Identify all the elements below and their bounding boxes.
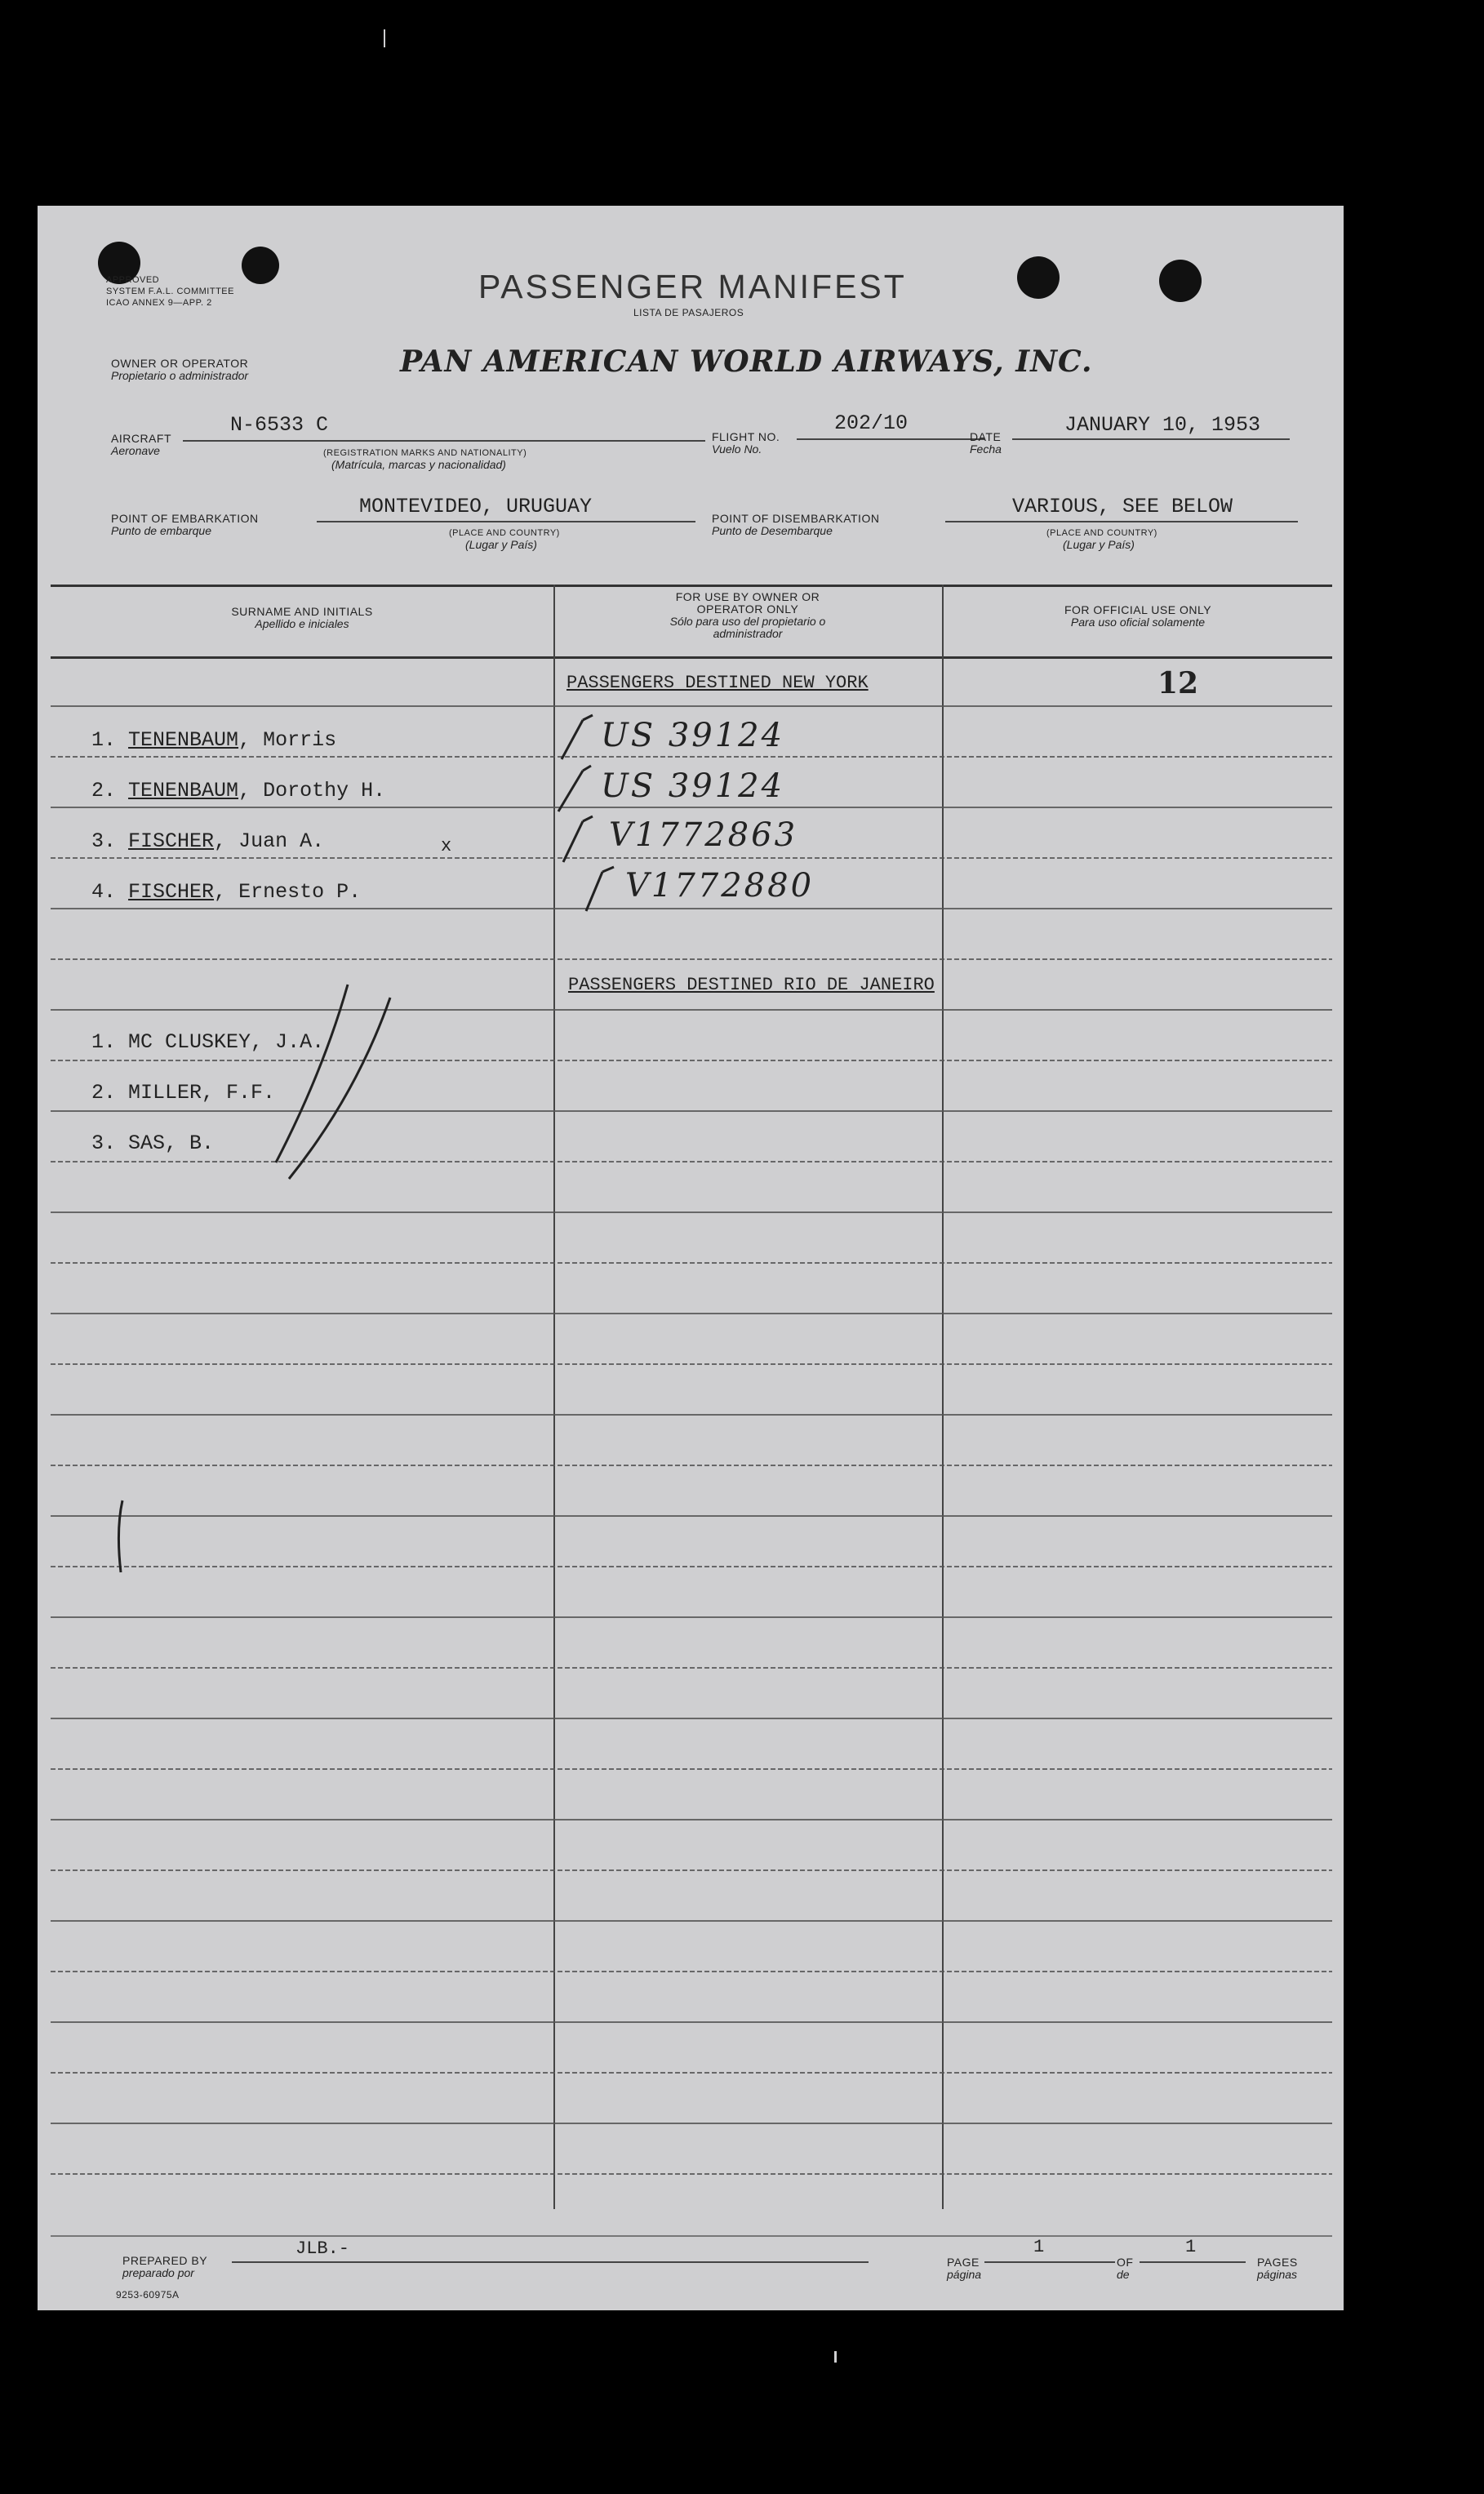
embark-value: MONTEVIDEO, URUGUAY	[359, 495, 593, 518]
check-marks	[544, 712, 642, 924]
passenger-row	[91, 829, 324, 853]
pen-stroke	[276, 985, 348, 1163]
table-rule	[51, 1465, 1332, 1466]
table-rule	[51, 807, 1332, 808]
owner-label: OWNER OR OPERATOR	[111, 357, 249, 370]
owner-label-es: Propietario o administrador	[111, 369, 249, 382]
passenger-surname: TENENBAUM	[128, 779, 239, 802]
flight-value: 202/10	[834, 411, 909, 435]
margin-tick	[384, 29, 385, 47]
embark-place-caption-es: (Lugar y País)	[465, 538, 537, 551]
aircraft-label-es: Aeronave	[111, 444, 160, 457]
registration-caption: (REGISTRATION MARKS AND NATIONALITY)	[323, 448, 527, 458]
flight-label: FLIGHT NO.	[712, 430, 780, 443]
embark-place-caption: (PLACE AND COUNTRY)	[449, 528, 560, 538]
table-rule	[51, 2021, 1332, 2023]
passport-annotation: US 39124	[601, 717, 785, 754]
prepared-label: PREPARED BY	[122, 2254, 208, 2267]
of-label: OF	[1117, 2256, 1134, 2269]
passenger-surname: FISCHER	[128, 829, 215, 853]
page-label: PAGE	[947, 2256, 980, 2269]
prepared-label-es: preparado por	[122, 2266, 194, 2279]
passenger-row	[91, 728, 336, 752]
col2-header-label-es: Sólo para uso del propietario o administrador	[669, 615, 826, 640]
passenger-surname: TENENBAUM	[128, 728, 239, 752]
date-label-es: Fecha	[970, 442, 1002, 456]
passport-annotation: US 39124	[601, 767, 785, 805]
passenger-row	[91, 880, 361, 904]
check-mark-icon	[563, 816, 593, 862]
pages-label: PAGES	[1257, 2256, 1298, 2269]
passenger-name: MILLER, F.F.	[128, 1081, 276, 1105]
form-info	[106, 274, 335, 309]
table-rule	[51, 857, 1332, 859]
footer-rule	[51, 2235, 1332, 2237]
table-rule	[51, 1667, 1332, 1669]
page-underline	[984, 2261, 1115, 2263]
table-rule	[51, 1211, 1332, 1213]
table-rule	[51, 705, 1332, 707]
passenger-given-name: , Morris	[238, 728, 337, 752]
form-info-line: ICAO ANNEX 9—APP. 2	[106, 298, 212, 308]
date-underline	[1012, 438, 1290, 440]
table-rule	[51, 1313, 1332, 1314]
table-rule	[51, 1819, 1332, 1820]
passenger-number: 1.	[91, 728, 117, 752]
table-rule	[51, 1363, 1332, 1365]
passenger-name: MC CLUSKEY, J.A.	[128, 1030, 325, 1054]
flight-underline	[797, 438, 984, 440]
passenger-surname: FISCHER	[128, 880, 215, 904]
embark-underline	[317, 521, 695, 522]
embark-label-es: Punto de embarque	[111, 524, 211, 537]
check-mark-icon	[558, 766, 591, 811]
operator-name: PAN AMERICAN WORLD AIRWAYS, INC.	[400, 345, 1093, 379]
pen-strike-marks	[233, 973, 429, 1185]
disembark-place-caption: (PLACE AND COUNTRY)	[1046, 528, 1157, 538]
prepared-underline	[232, 2261, 869, 2263]
of-underline	[1140, 2261, 1246, 2263]
table-rule	[51, 2173, 1332, 2175]
table-rule	[51, 1869, 1332, 1871]
disembark-label: POINT OF DISEMBARKATION	[712, 512, 880, 525]
punch-hole	[1159, 260, 1202, 302]
table-rule	[51, 1920, 1332, 1922]
table-rule	[51, 958, 1332, 960]
col3-header	[944, 604, 1332, 629]
passenger-given-name: , Juan A.	[214, 829, 325, 853]
form-info-line: SYSTEM F.A.L. COMMITTEE	[106, 287, 234, 296]
passenger-number: 3.	[91, 829, 117, 853]
manifest-title-es: LISTA DE PASAJEROS	[633, 307, 744, 318]
column-divider-2	[942, 585, 944, 2209]
passenger-number: 4.	[91, 880, 117, 904]
stray-mark: x	[441, 836, 452, 856]
disembark-place-caption-es: (Lugar y País)	[1063, 538, 1135, 551]
of-value: 1	[1185, 2237, 1197, 2257]
passenger-number: 2.	[91, 779, 117, 802]
col1-header-label: SURNAME AND INITIALS	[231, 605, 373, 618]
table-rule	[51, 908, 1332, 909]
table-rule	[51, 756, 1332, 758]
table-rule	[51, 1566, 1332, 1567]
table-top-rule	[51, 585, 1332, 587]
table-rule	[51, 1616, 1332, 1618]
table-rule	[51, 2123, 1332, 2124]
pen-mark	[111, 1497, 136, 1579]
passenger-row	[91, 779, 385, 802]
registration-caption-es: (Matrícula, marcas y nacionalidad)	[331, 458, 506, 471]
margin-tick	[834, 2351, 837, 2363]
passenger-number: 1.	[91, 1030, 117, 1054]
passenger-number: 3.	[91, 1131, 117, 1155]
disembark-value: VARIOUS, SEE BELOW	[1012, 495, 1233, 518]
manifest-title: PASSENGER MANIFEST	[478, 268, 907, 305]
col2-header	[666, 591, 829, 640]
disembark-underline	[945, 521, 1298, 522]
group-label-new-york: PASSENGERS DESTINED NEW YORK	[566, 673, 869, 693]
aircraft-underline	[183, 440, 705, 442]
date-label: DATE	[970, 430, 1002, 443]
table-rule	[51, 2072, 1332, 2074]
group-label-rio: PASSENGERS DESTINED RIO DE JANEIRO	[568, 975, 935, 995]
page-value: 1	[1033, 2237, 1045, 2257]
passenger-name: SAS, B.	[128, 1131, 215, 1155]
official-count: 12	[1157, 666, 1199, 700]
pen-stroke	[289, 998, 390, 1179]
col1-header	[51, 606, 553, 630]
col1-header-label-es: Apellido e iniciales	[255, 617, 349, 630]
embark-label: POINT OF EMBARKATION	[111, 512, 259, 525]
col3-header-label: FOR OFFICIAL USE ONLY	[1064, 603, 1212, 616]
aircraft-label: AIRCRAFT	[111, 432, 171, 445]
passenger-given-name: , Ernesto P.	[214, 880, 362, 904]
page-label-es: página	[947, 2268, 982, 2281]
aircraft-value: N-6533 C	[230, 413, 329, 437]
check-mark-icon	[562, 715, 593, 759]
table-rule	[51, 1768, 1332, 1770]
punch-hole	[1017, 256, 1060, 299]
flight-label-es: Vuelo No.	[712, 442, 762, 456]
passenger-given-name: , Dorothy H.	[238, 779, 386, 802]
date-value: JANUARY 10, 1953	[1064, 413, 1261, 437]
table-rule	[51, 1515, 1332, 1517]
table-rule	[51, 1414, 1332, 1416]
form-info-line: APPROVED	[106, 275, 160, 285]
table-header-rule	[51, 656, 1332, 659]
passport-annotation: V1772880	[625, 867, 815, 905]
pages-label-es: páginas	[1257, 2268, 1298, 2281]
table-rule	[51, 1971, 1332, 1972]
of-label-es: de	[1117, 2268, 1130, 2281]
table-rule	[51, 1718, 1332, 1719]
col3-header-label-es: Para uso oficial solamente	[1070, 616, 1206, 629]
check-mark-icon	[586, 867, 614, 911]
disembark-label-es: Punto de Desembarque	[712, 524, 833, 537]
passport-annotation: V1772863	[609, 816, 798, 854]
passenger-number: 2.	[91, 1081, 117, 1105]
form-number: 9253-60975A	[116, 2289, 180, 2301]
table-rule	[51, 1262, 1332, 1264]
passenger-row	[91, 1131, 214, 1155]
prepared-value: JLB.-	[295, 2238, 350, 2259]
manifest-page	[38, 206, 1344, 2310]
col2-header-label: FOR USE BY OWNER OR OPERATOR ONLY	[675, 590, 820, 616]
